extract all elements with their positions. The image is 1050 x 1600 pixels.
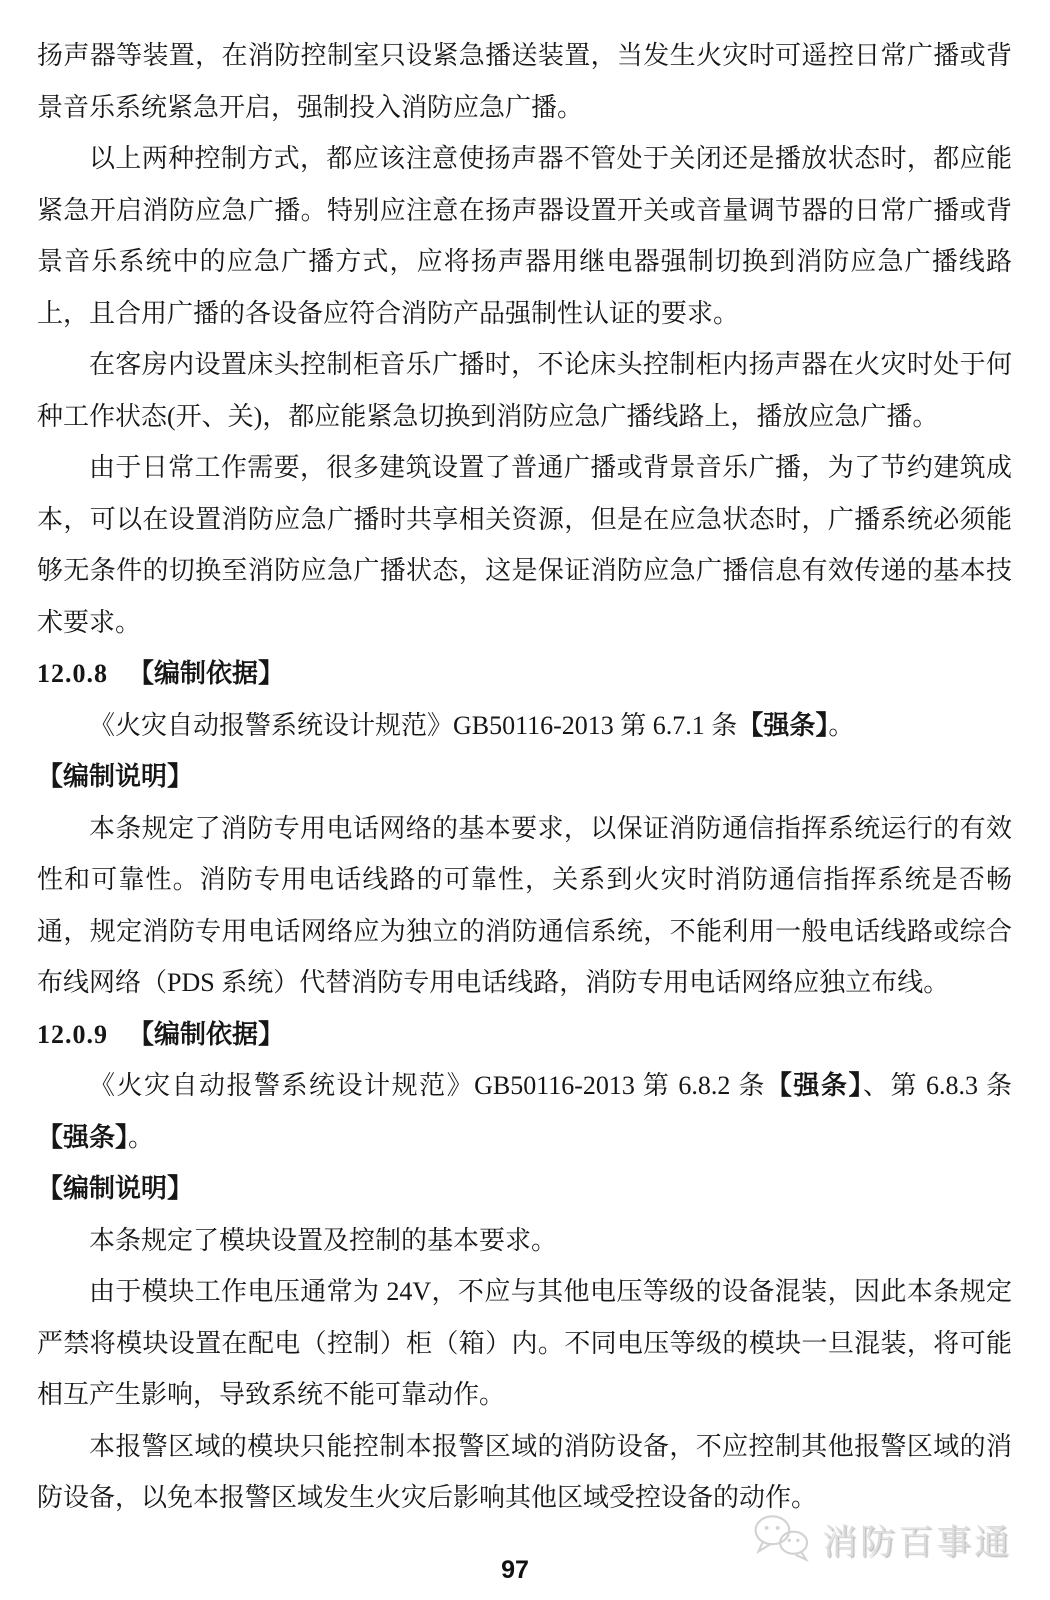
text-run: 、第 6.8.3 条 [862, 1071, 1012, 1100]
emphasis-text: 【强条】 [737, 709, 829, 740]
section-heading [37, 1163, 1012, 1215]
emphasis-text: 【强条】 [765, 1070, 863, 1100]
section-heading [37, 1009, 1012, 1061]
emphasis-text: 【强条】 [37, 1121, 129, 1152]
text-run: 由于模块工作电压通常为 24V，不应与其他电压等级的设备混装，因此本条规定严禁将模块设置在配电（控制）柜（箱）内。不同电压等级的模块一旦混装，将可能相互产生影响，导致系统不能可靠动作。 [37, 1277, 1012, 1409]
section-heading [37, 648, 1012, 700]
text-run: 【编制说明】 [37, 762, 194, 791]
text-run: 本报警区域的模块只能控制本报警区域的消防设备，不应控制其他报警区域的消防设备，以免本报警区域发生火灾后影响其他区域受控设备的动作。 [37, 1431, 1012, 1512]
paragraph [37, 339, 1012, 442]
text-run: 《火灾自动报警系统设计规范》GB50116-2013 第 6.8.2 条 [89, 1071, 766, 1100]
paragraph [37, 442, 1012, 648]
paragraph [37, 1266, 1012, 1421]
text-run: 本条规定了消防专用电话网络的基本要求，以保证消防通信指挥系统运行的有效性和可靠性。消防专用电话线路的可靠性，关系到火灾时消防通信指挥系统是否畅通，规定消防专用电话网络应为独立的消防通信系统，不能利用一般电话线路或综合布线网络（PDS 系统）代替消防专用电话线路，消防专用电话网络应独立布线。 [37, 813, 1012, 997]
text-run: 扬声器等装置，在消防控制室只设紧急播送装置，当发生火灾时可遥控日常广播或背景音乐系统紧急开启，强制投入消防应急广播。 [37, 41, 1012, 122]
text-run: 本条规定了模块设置及控制的基本要求。 [89, 1225, 558, 1255]
text-run: 以上两种控制方式，都应该注意使扬声器不管处于关闭还是播放状态时，都应能紧急开启消防应急广播。特别应注意在扬声器设置开关或音量调节器的日常广播或背景音乐系统中的应急广播方式，应将扬声器用继电器强制切换到消防应急广播线路上，且合用广播的各设备应符合消防产品强制性认证的要求。 [37, 144, 1012, 328]
text-run: 《火灾自动报警系统设计规范》GB50116-2013 第 6.7.1 条 [89, 710, 738, 740]
text-run: 。 [828, 710, 855, 740]
paragraph [37, 133, 1012, 339]
text-run: 【编制依据】 [128, 659, 285, 688]
clause-number: 12.0.9 [37, 1019, 108, 1049]
section-heading [37, 751, 1012, 803]
watermark-label: 消防百事通 [821, 1522, 1012, 1562]
paragraph [37, 1421, 1012, 1524]
text-run: 由于日常工作需要，很多建筑设置了普通广播或背景音乐广播，为了节约建筑成本，可以在设置消防应急广播时共享相关资源，但是在应急状态时，广播系统必须能够无条件的切换至消防应急广播状态，这是保证消防应急广播信息有效传递的基本技术要求。 [37, 453, 1012, 637]
page-number: 97 [501, 1556, 529, 1584]
paragraph [37, 1060, 1012, 1163]
paragraph [37, 1215, 1012, 1267]
text-run: 。 [128, 1122, 155, 1152]
paragraph [37, 803, 1012, 1009]
paragraph [37, 700, 1012, 752]
text-run: 在客房内设置床头控制柜音乐广播时，不论床头控制柜内扬声器在火灾时处于何种工作状态(开、关)，都应能紧急切换到消防应急广播线路上，播放应急广播。 [37, 350, 1012, 431]
paragraph [37, 30, 1012, 133]
text-run: 【编制依据】 [128, 1019, 285, 1049]
clause-number: 12.0.8 [37, 659, 108, 688]
text-run: 【编制说明】 [37, 1174, 194, 1203]
